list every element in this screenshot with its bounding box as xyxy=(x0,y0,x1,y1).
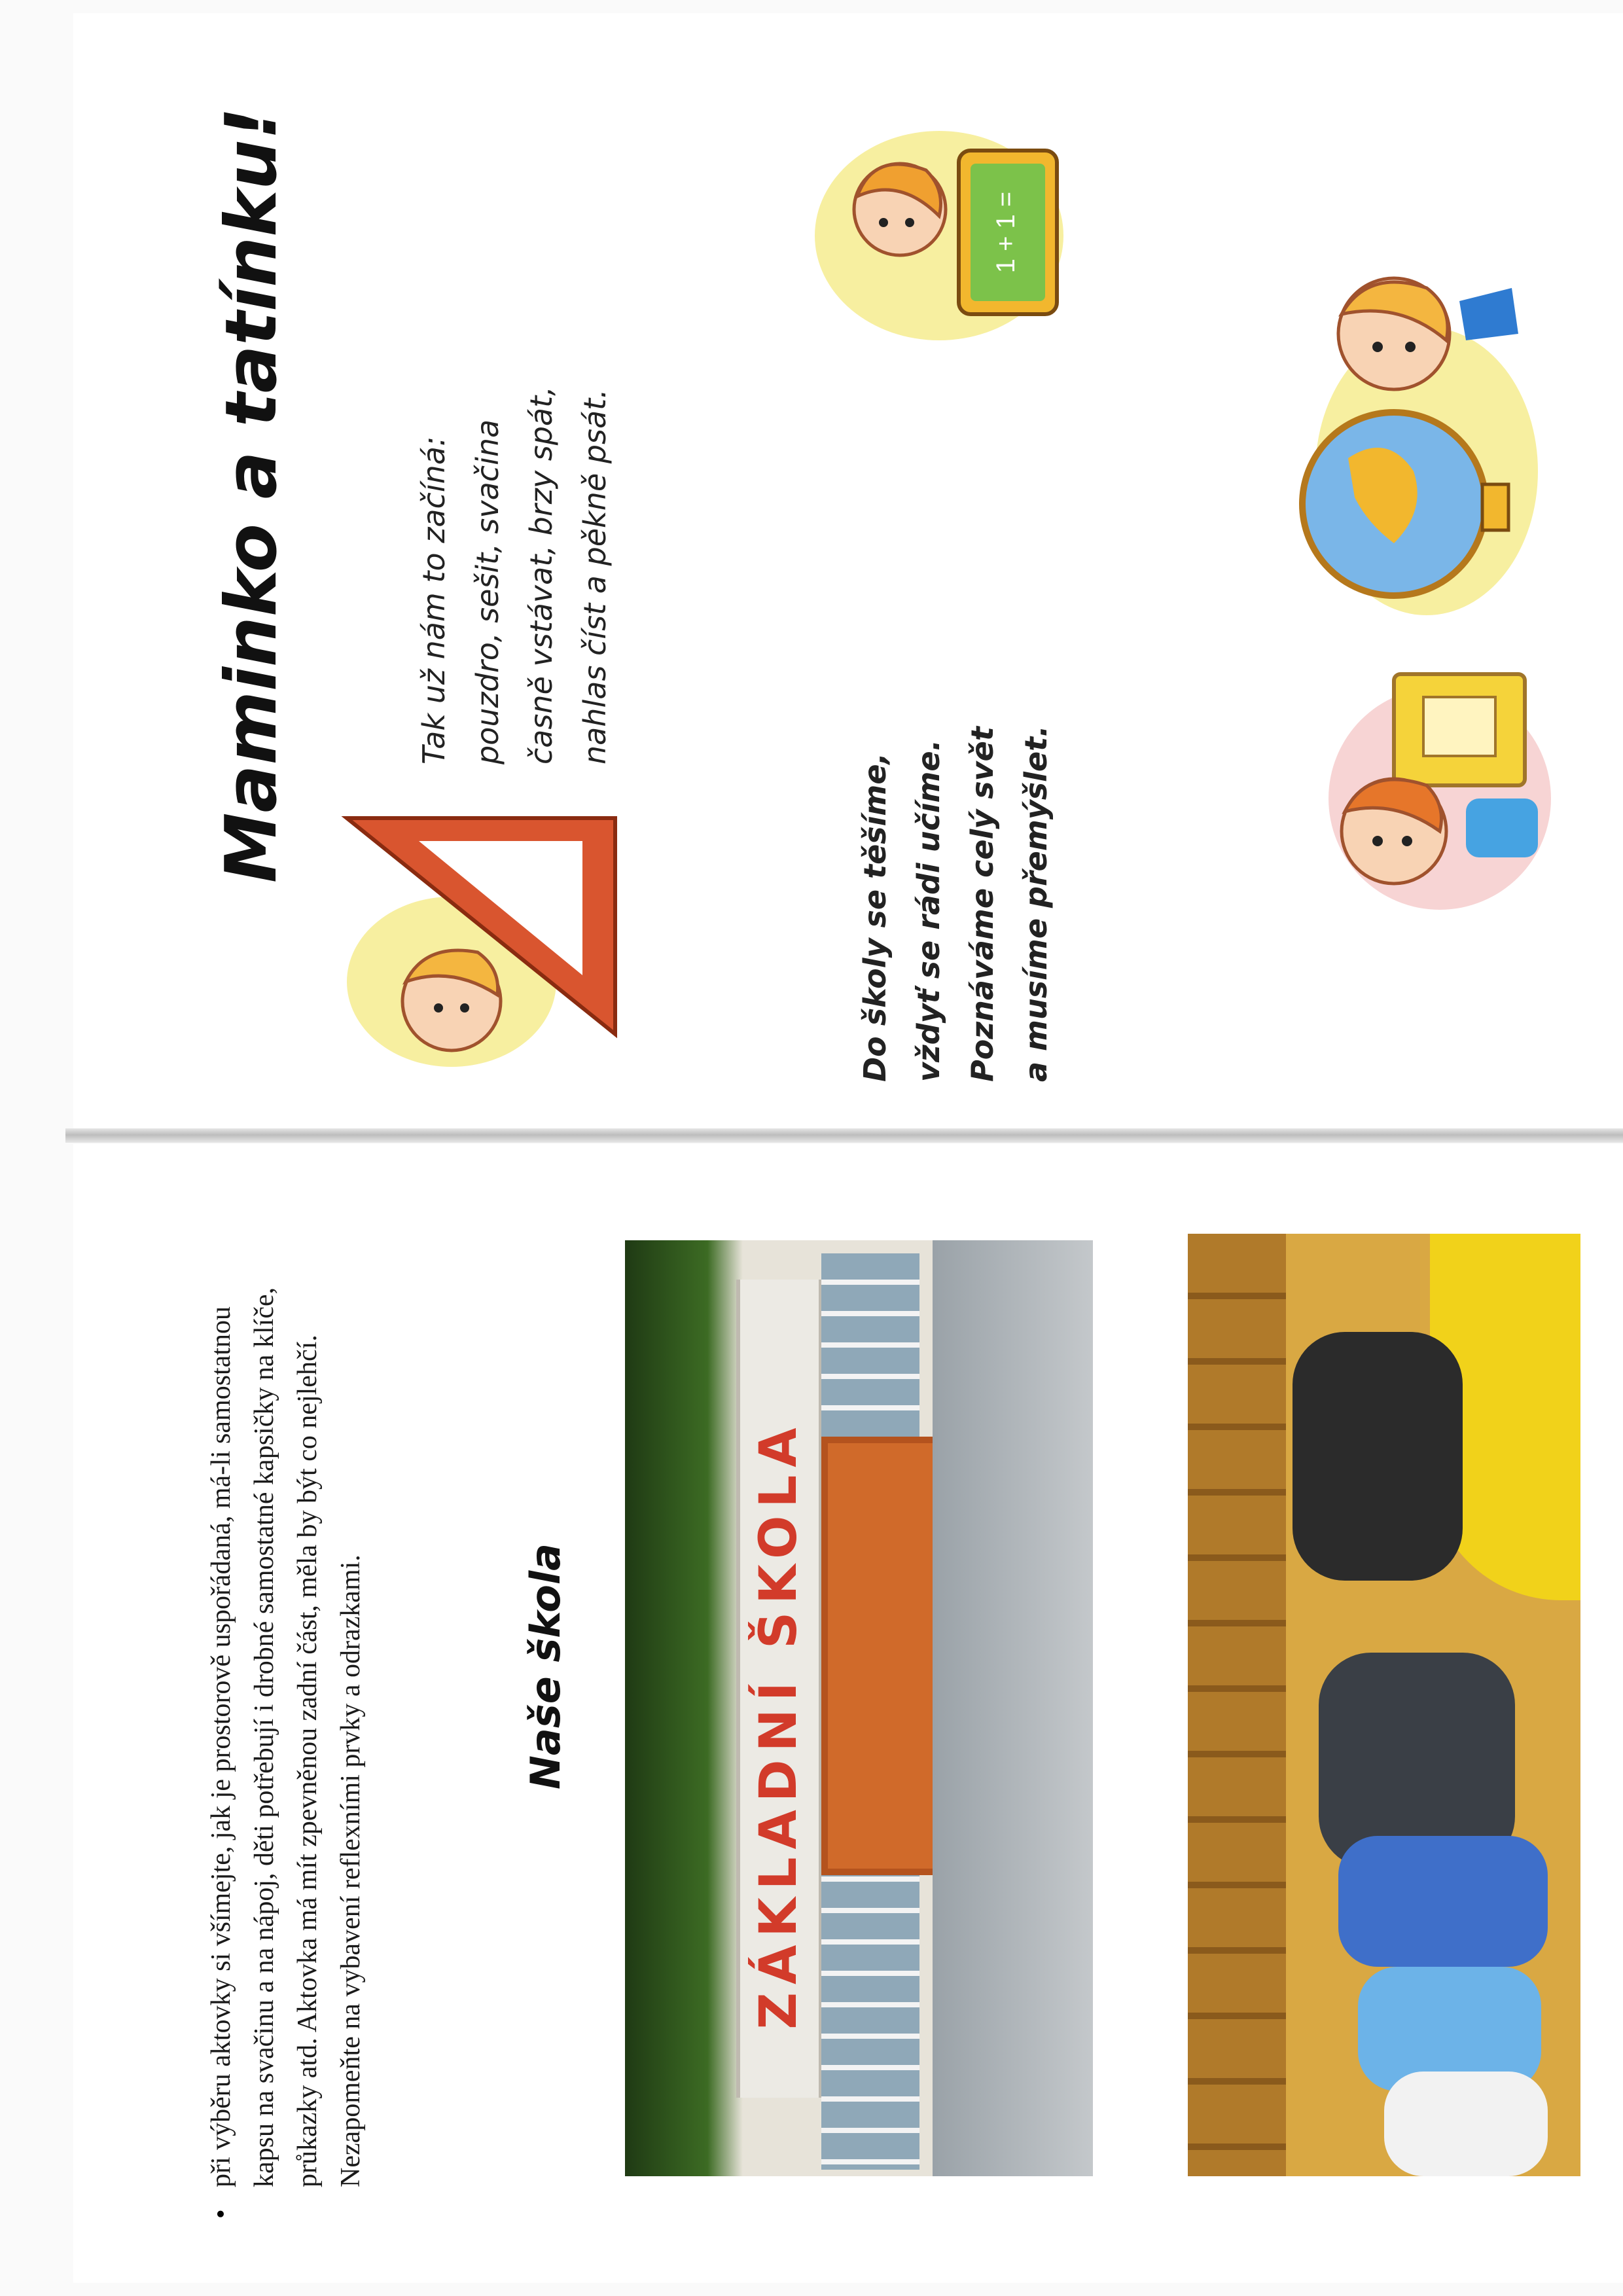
section-heading: Naše škola xyxy=(522,1543,569,1789)
girl-eye-left xyxy=(1372,836,1383,846)
booklet-fold xyxy=(65,1128,1623,1143)
boy-eye-right xyxy=(1405,342,1416,352)
poem-first-stanza: Tak už nám to začíná: pouzdro, sešit, svačina časně vstávat, brzy spát, nahlas číst a pěkně psát. xyxy=(416,386,613,764)
boy-with-globe-illustration xyxy=(1296,262,1577,655)
boy-eye-left xyxy=(1372,342,1383,352)
blue-dress xyxy=(1466,798,1538,857)
book-label xyxy=(1423,697,1495,756)
reminder-bullet-item xyxy=(200,1250,422,2219)
blackboard-text: 1 + 1 = xyxy=(991,191,1020,274)
globe-stand xyxy=(1482,484,1508,530)
bullet-symbol: • xyxy=(206,2209,236,2219)
girl-with-book-illustration xyxy=(1315,661,1577,923)
classroom-child-blue-jacket xyxy=(1338,1836,1548,1967)
boy-with-set-square-illustration xyxy=(340,812,628,1073)
boy-eye-right xyxy=(460,1003,469,1013)
reminder-bullet-text: při výběru aktovky si všímejte, jak je prostorově uspořádaná, má-li samostatnou kapsu na svačinu a na nápoj, děti potřebují i drobné samostatné kapsičky na klíče, průkazky atd. Aktovka má mít zpevněnou zadní část, měla by být co nejlehčí. Nezapomeňte na vybavení reflexními prvky a odrazkami. xyxy=(206,1287,366,2187)
classroom-shelves xyxy=(1188,1234,1286,2176)
classroom-child-white-shirt xyxy=(1384,2072,1548,2176)
girl-eye-right xyxy=(1402,836,1412,846)
page-title: Maminko a tatínku! xyxy=(211,107,293,883)
classroom-photo xyxy=(1188,1234,1580,2176)
girl-eye-right xyxy=(905,218,914,227)
school-sign-text: ZÁKLADNÍ ŠKOLA xyxy=(749,1420,808,2030)
boy-jeans xyxy=(1459,288,1518,340)
girl-eye-left xyxy=(879,218,888,227)
boy-eye-left xyxy=(434,1003,443,1013)
school-building-photo xyxy=(625,1240,1093,2176)
girl-with-blackboard-illustration xyxy=(795,124,1077,347)
photo-trees-top xyxy=(625,1240,743,2176)
classroom-children-group-1 xyxy=(1293,1332,1463,1581)
school-pavement xyxy=(933,1240,1093,2176)
poem-second-stanza: Do školy se těšíme, vždyť se rádi učíme. Poznáváme celý svět a musíme přemýšlet. xyxy=(857,725,1054,1082)
